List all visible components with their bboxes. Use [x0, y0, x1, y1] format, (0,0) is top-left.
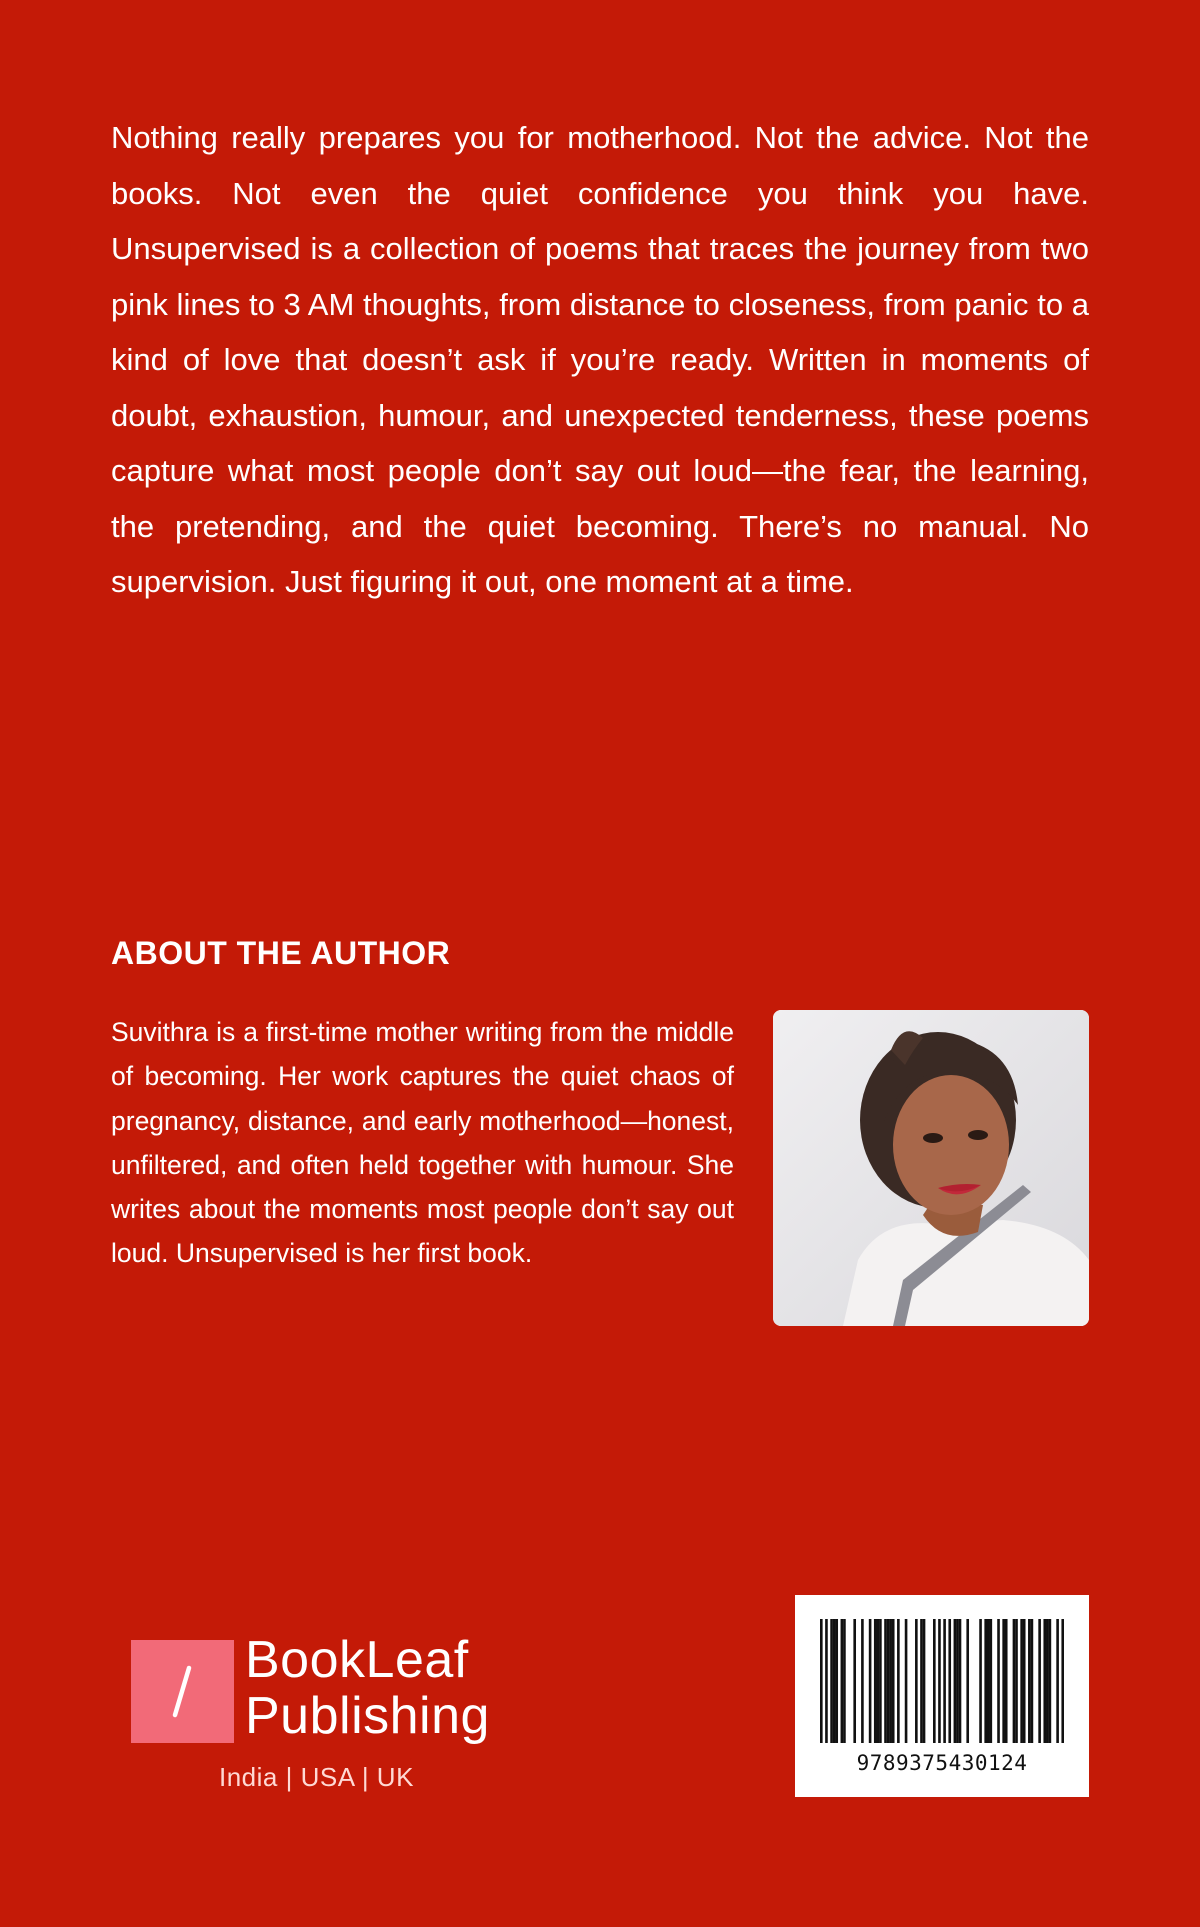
barcode-bar — [905, 1619, 908, 1743]
barcode-bar — [915, 1619, 918, 1743]
barcode-bar — [887, 1619, 890, 1743]
barcode-bar — [874, 1619, 877, 1743]
barcode-bar — [861, 1619, 864, 1743]
barcode-bar — [1056, 1619, 1059, 1743]
barcode-bar — [956, 1619, 959, 1743]
barcode-bar — [1028, 1619, 1031, 1743]
isbn-number: 9789375430124 — [856, 1751, 1028, 1775]
barcode-bar — [984, 1619, 987, 1743]
barcode-bar — [833, 1619, 836, 1743]
barcode-bar — [877, 1619, 880, 1743]
barcode-bar — [1049, 1619, 1052, 1743]
publisher-logo-text — [245, 1632, 490, 1744]
barcode-bars — [820, 1619, 1064, 1743]
barcode-bar — [879, 1619, 882, 1743]
about-author-heading: ABOUT THE AUTHOR — [111, 935, 451, 971]
barcode-bar — [820, 1619, 823, 1743]
publisher-regions: India | USA | UK — [219, 1762, 414, 1792]
barcode-bar — [853, 1619, 856, 1743]
barcode-bar — [1061, 1619, 1064, 1743]
barcode-bar — [835, 1619, 838, 1743]
barcode-bar — [1046, 1619, 1049, 1743]
barcode-bar — [954, 1619, 957, 1743]
author-bio: Suvithra is a first-time mother writing from the middle of becoming. Her work captures the quiet chaos of pregnancy, distance, and early motherhood—honest, unfiltered, and often held together with humour. She writes about the moments most people don’t say out loud. Unsupervised is her first book. — [111, 1017, 734, 1269]
barcode-bar — [920, 1619, 923, 1743]
barcode-bar — [1005, 1619, 1008, 1743]
barcode-bar — [1023, 1619, 1026, 1743]
publisher-name-line2: Publishing — [245, 1687, 490, 1745]
barcode-bar — [830, 1619, 833, 1743]
barcode-bar — [884, 1619, 887, 1743]
barcode-bar — [997, 1619, 1000, 1743]
slash-icon — [131, 1640, 234, 1743]
barcode-bar — [990, 1619, 993, 1743]
barcode-bar — [943, 1619, 946, 1743]
author-photo — [773, 1010, 1089, 1326]
barcode-bar — [938, 1619, 941, 1743]
barcode-bar — [1015, 1619, 1018, 1743]
barcode-bar — [1031, 1619, 1034, 1743]
barcode-bar — [897, 1619, 900, 1743]
barcode-bar — [1020, 1619, 1023, 1743]
publisher-name-line1: BookLeaf — [245, 1631, 469, 1689]
barcode-bar — [966, 1619, 969, 1743]
barcode-bar — [987, 1619, 990, 1743]
barcode-bar — [959, 1619, 962, 1743]
barcode-bar — [1038, 1619, 1041, 1743]
barcode-bar — [889, 1619, 892, 1743]
isbn-barcode — [795, 1595, 1089, 1797]
barcode-bar — [948, 1619, 951, 1743]
barcode-bar — [1043, 1619, 1046, 1743]
barcode-bar — [892, 1619, 895, 1743]
barcode-bar — [841, 1619, 844, 1743]
barcode-bar — [825, 1619, 828, 1743]
barcode-bar — [933, 1619, 936, 1743]
barcode-bar — [843, 1619, 846, 1743]
barcode-bar — [1013, 1619, 1016, 1743]
barcode-bar — [923, 1619, 926, 1743]
barcode-bar — [979, 1619, 982, 1743]
barcode-bar — [1002, 1619, 1005, 1743]
barcode-bar — [869, 1619, 872, 1743]
back-cover-blurb: Nothing really prepares you for motherhood. Not the advice. Not the books. Not even the quiet confidence you think you have. Unsupervised is a collection of poems that traces the journey from two pink lines to 3 AM thoughts, from distance to closeness, from panic to a kind of love that doesn’t ask if you’re ready. Written in moments of doubt, exhaustion, humour, and unexpected tenderness, these poems capture what most people don’t say out loud—the fear, the learning, the pretending, and the quiet becoming. There’s no manual. No supervision. Just figuring it out, one moment at a time. — [111, 120, 1089, 599]
